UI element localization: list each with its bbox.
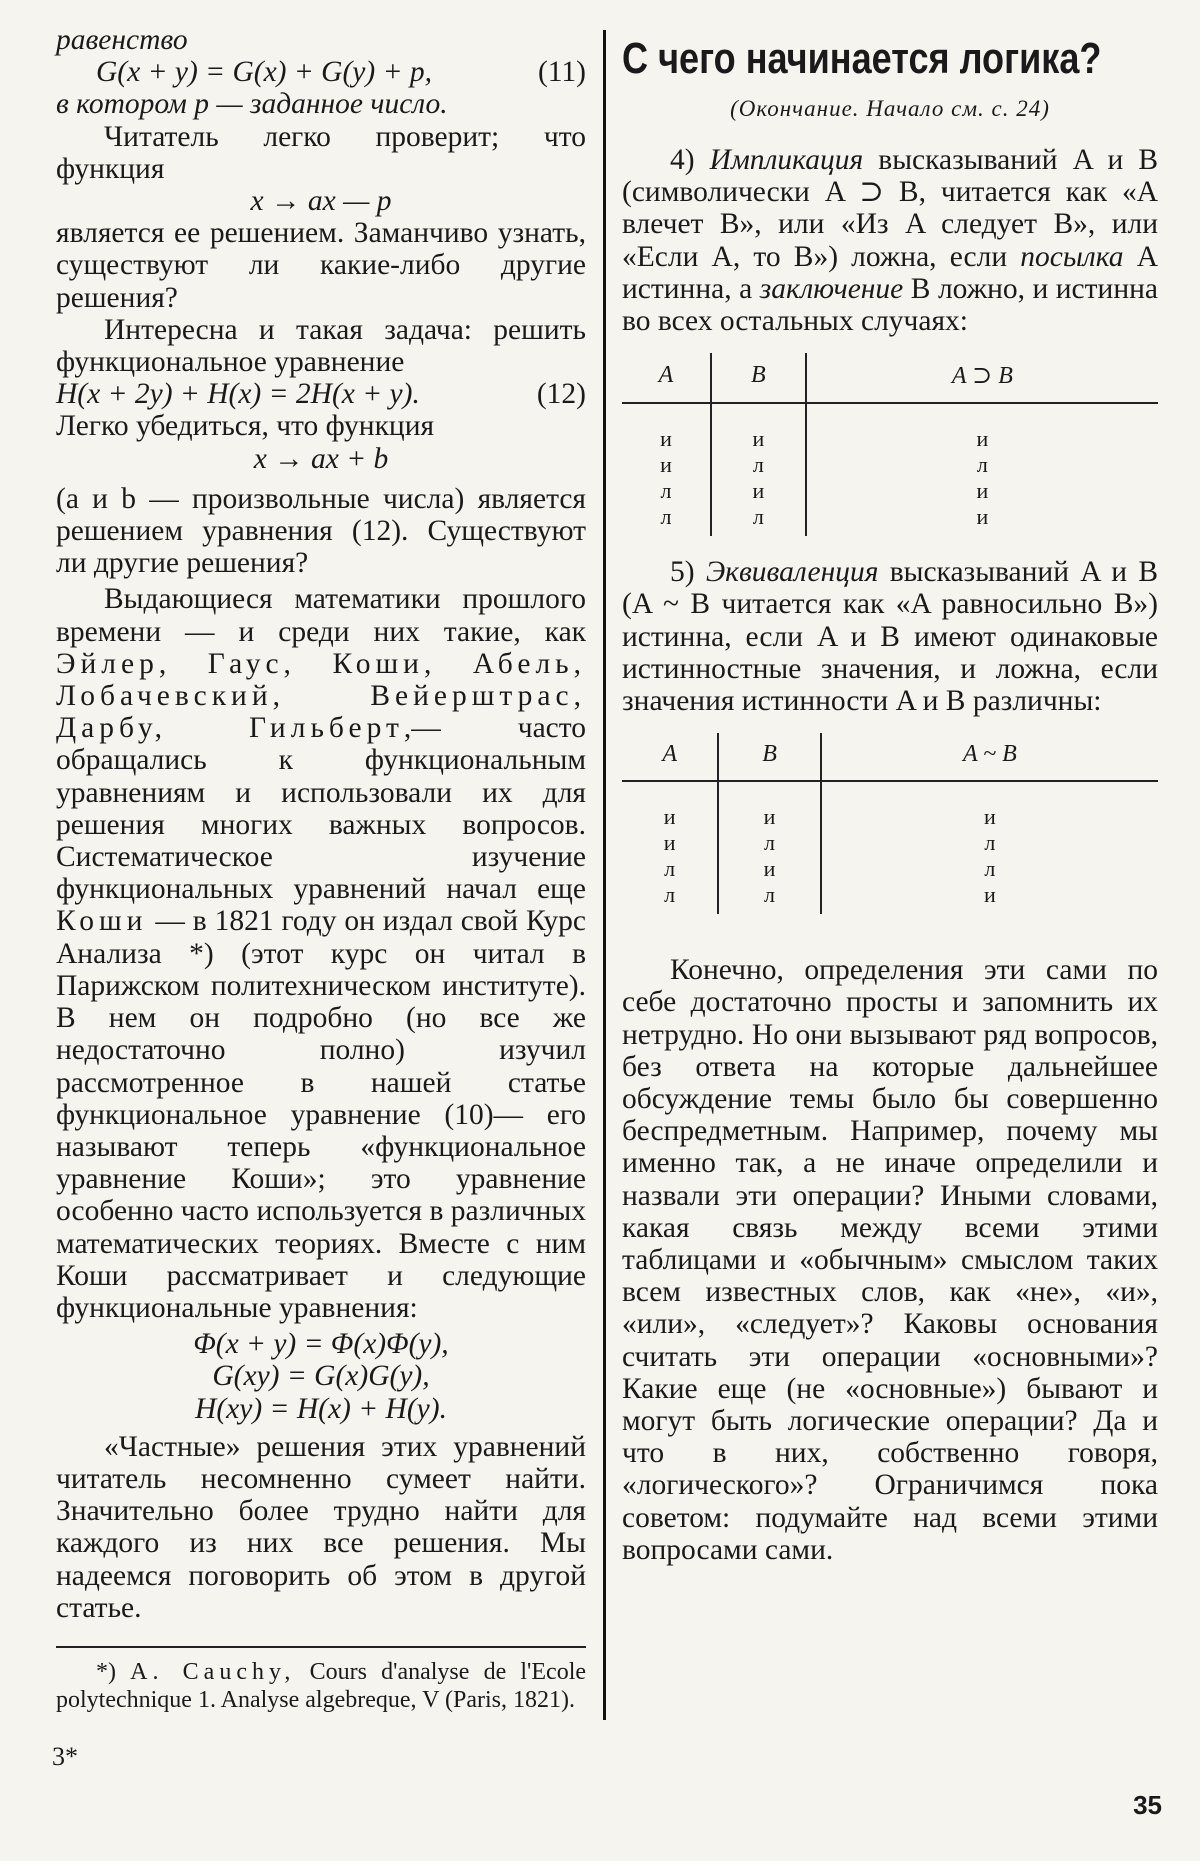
paragraph: Легко убедиться, что функция [56, 410, 435, 443]
paragraph: (a и b — произвольные числа) является решением уравнения (12). Существуют ли другие решения? [56, 482, 586, 580]
footnote-rule [56, 1646, 586, 1648]
footnote [56, 1658, 586, 1714]
signature-mark: 3* [52, 1742, 78, 1771]
table-cell: и [821, 781, 1158, 830]
text-run: B ложно, и истинна во всех остальных случаях: [622, 272, 1158, 338]
table-cell: и [806, 478, 1158, 504]
text-run: ,— часто обращались к функциональным уравнениям и использовали их для решения многих важных вопросов. Систематическое изучение функциональных уравнений начал еще [56, 712, 587, 906]
table-row [622, 781, 1158, 830]
equation-text: G(x + y) = G(x) + G(y) + p, [96, 56, 432, 89]
table-cell: л [718, 830, 820, 856]
table-row [622, 504, 1158, 536]
text-run: высказываний A и B (символически A ⊃ B, читается как «A влечет B», или «Из A следует B», или «Если A, то B») ложна, если [622, 144, 1158, 273]
table-cell: и [663, 830, 676, 856]
table-cell: л [806, 452, 1158, 478]
term: Импликация [709, 144, 864, 176]
term: Эквиваленция [705, 556, 879, 589]
table-cell: л [664, 856, 676, 882]
article-subtitle: (Окончание. Начало см. с. 24) [730, 96, 1050, 121]
equation-text: H(x + 2y) + H(x) = 2H(x + y). [56, 378, 420, 411]
table-cell: и [821, 882, 1158, 914]
table-cell: л [711, 452, 806, 478]
table-row [622, 830, 1158, 856]
table-row [622, 478, 1158, 504]
footnote-author: A. Cauchy, [130, 1658, 296, 1685]
equation-number: (12) [536, 378, 586, 411]
table-cell: л [821, 856, 1158, 882]
equation-11 [56, 56, 586, 88]
table-header: A ~ B [821, 733, 1158, 781]
table-cell: и [660, 426, 672, 452]
left-column [56, 24, 586, 1714]
paragraph: является ее решением. Заманчиво узнать, существуют ли какие-либо другие решения? [56, 217, 586, 314]
table-cell: и [718, 781, 820, 830]
text-run: Выдающиеся математики прошлого времени — и среди них такие, как [56, 583, 586, 648]
formula: x → ax — p [250, 185, 392, 218]
right-column [622, 24, 1158, 1566]
names-spaced: Эйлер, Гаус, Коши, Абель, Лобачевский, Вейерштрас, Дарбу, Гильберт [56, 647, 586, 745]
table-header: B [711, 353, 806, 403]
equation-line: H(xy) = H(x) + H(y). [195, 1392, 447, 1425]
paragraph: Читатель легко проверит; что функция [56, 120, 586, 185]
equation-12 [56, 378, 586, 410]
table-row [622, 856, 1158, 882]
table-cell: и [660, 452, 672, 478]
article-title: С чего начинается логика? [622, 34, 1102, 83]
paragraph-equivalence [622, 556, 1158, 717]
table-cell: и [711, 403, 806, 452]
text-run: A истинна, а [622, 240, 1159, 305]
truth-table-implication [622, 353, 1158, 536]
table-cell: и [806, 403, 1158, 452]
paragraph: Интересна и такая задача: решить функциональное уравнение [56, 313, 586, 379]
text-run: 5) [670, 556, 706, 589]
equation-system [56, 1328, 586, 1425]
table-cell: и [663, 804, 676, 830]
table-header: A [622, 353, 711, 403]
equation-line: Φ(x + y) = Φ(x)Φ(y), [193, 1328, 449, 1361]
footnote-text: Cours d'analyse de l'Ecole polytechnique 1. Analyse algebreque, V (Paris, 1821). [56, 1658, 587, 1713]
text-line: в котором p — заданное число. [56, 88, 448, 121]
truth-table-equivalence [622, 733, 1158, 914]
text-run: высказываний A и B (A ~ B читается как «A равносильно B») истинна, если A и B имеют одинаковые истинностные значения, и ложна, если значения истинности A и B различны: [622, 556, 1158, 718]
paragraph [56, 583, 586, 1324]
table-row [622, 403, 1158, 452]
text-line: равенство [56, 24, 188, 56]
table-row [622, 452, 1158, 478]
column-divider [603, 30, 606, 1720]
table-cell: и [718, 856, 820, 882]
table-cell: и [806, 504, 1158, 536]
equation-line: G(xy) = G(x)G(y), [212, 1360, 430, 1393]
paragraph: Конечно, определения эти сами по себе достаточно просты и запомнить их нетрудно. Но они вызывают ряд вопросов, без ответа на которые дальнейшее обсуждение темы было бы совершенно беспредметным. Например, почему мы именно так, а не иначе определили и назвали эти операции? Иными словами, какая связь между всеми этими таблицами и «обычным» смыслом таких всем известных слов, как «не», «и», «или», «следует»? Каковы основания считать эти операции «основными»? Какие еще (не «основные») бывают и могут быть логические операции? Да и что в них, собственно говоря, «логического»? Ограничимся пока советом: подумайте над всеми этими вопросами сами. [622, 954, 1158, 1566]
term: заключение [759, 272, 904, 305]
page-number: 35 [1133, 1790, 1162, 1820]
formula: x → ax + b [253, 442, 389, 475]
text-run: 4) [670, 144, 710, 176]
table-cell: л [821, 830, 1158, 856]
table-cell: л [660, 504, 672, 530]
names-spaced: Коши [56, 905, 148, 938]
paragraph: «Частные» решения этих уравнений читатель несомненно сумеет найти. Значительно более трудно найти для каждого из них все решения. Мы надеемся поговорить об этом в другой статье. [56, 1430, 586, 1624]
footnote-mark: *) [96, 1658, 131, 1685]
table-cell: л [664, 882, 676, 908]
table-cell: и [711, 478, 806, 504]
table-header: A ⊃ B [806, 353, 1158, 403]
table-row [622, 882, 1158, 914]
equation-number: (11) [537, 56, 586, 89]
table-cell: л [718, 882, 820, 914]
paragraph-implication [622, 144, 1158, 337]
table-cell: л [711, 504, 806, 536]
text-run: — в 1821 году он издал свой Курс Анализа *) (этот курс он читал в Парижском политехническом институте). В нем он подробно (но все же недостаточно полно) изучил рассмотренное в нашей статье функциональное уравнение (10)— его называют теперь «функциональное уравнение Коши»; это уравнение особенно часто используется в различных математических теориях. Вместе с ним Коши рассматривает и следующие функциональные уравнения: [56, 905, 587, 1324]
table-cell: л [660, 478, 672, 504]
table-header: B [718, 733, 820, 781]
term: посылка [1020, 240, 1124, 273]
table-header: A [622, 733, 718, 781]
